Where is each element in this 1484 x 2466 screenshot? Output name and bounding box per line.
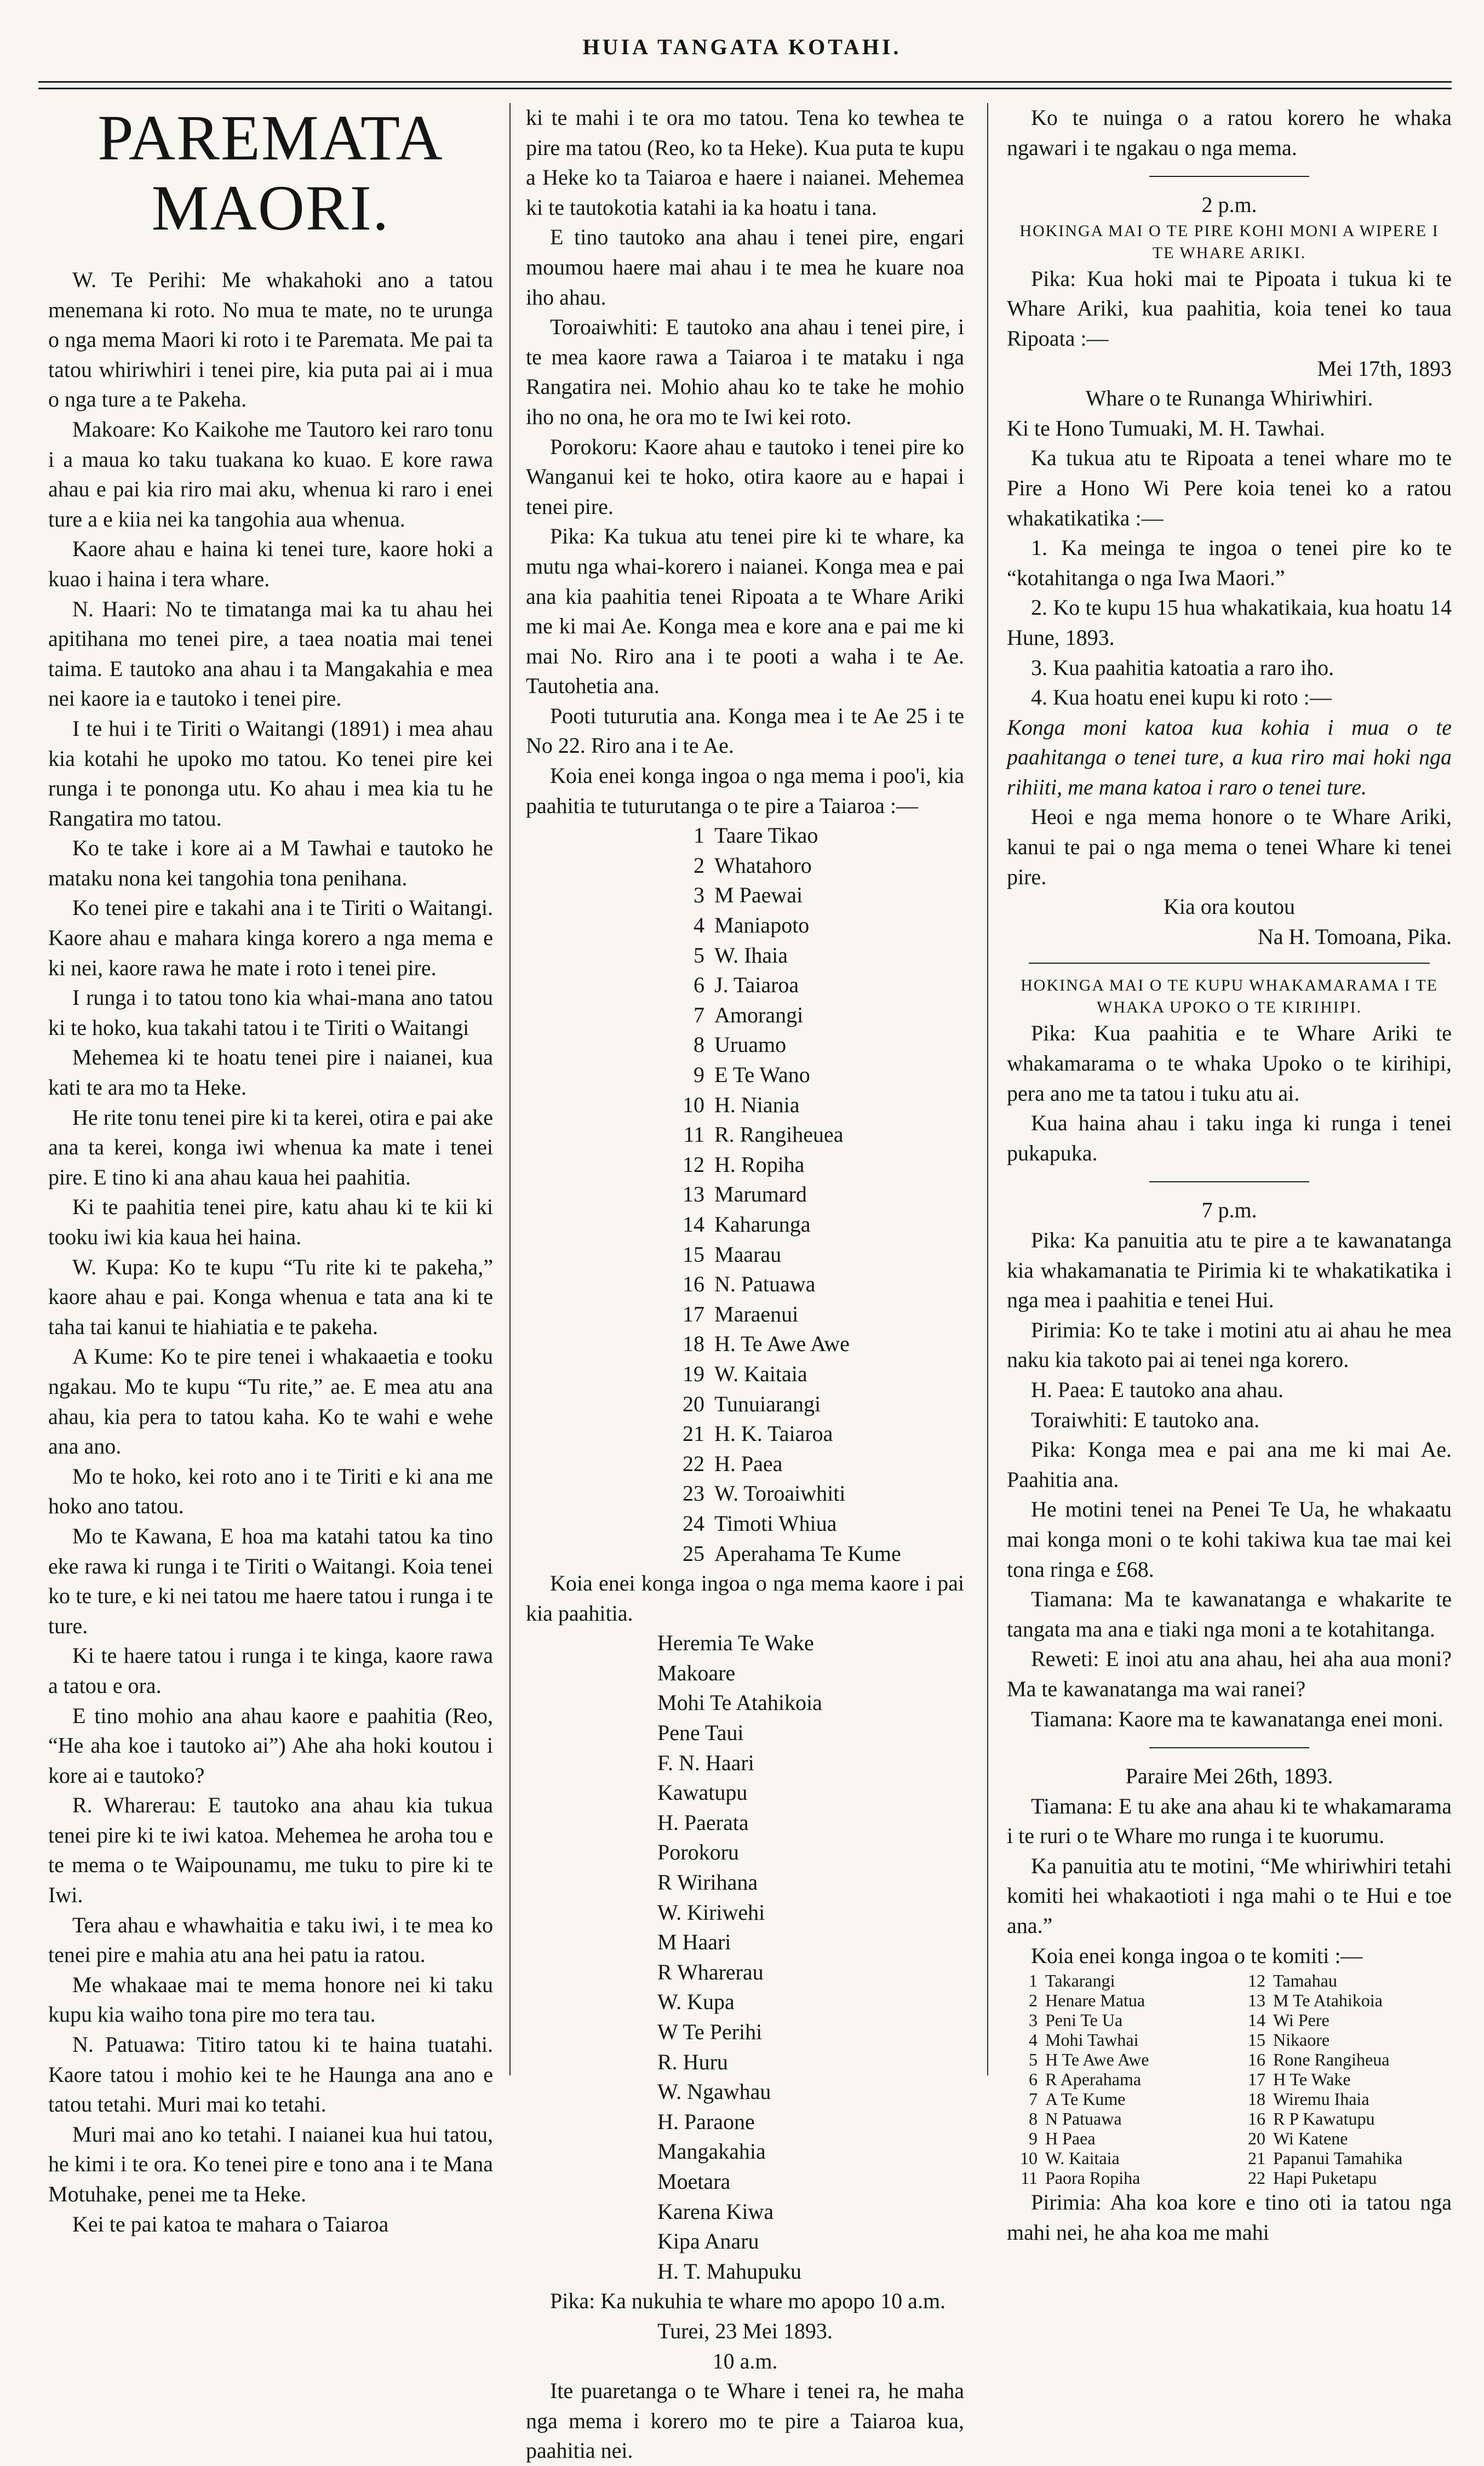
committee-list [1007, 1971, 1452, 2188]
item-name: W. Kaitaia [1045, 2148, 1120, 2169]
paragraph: E tino tautoko ana ahau i tenei pire, engari moumou haere mai ahau i te mea he kuare noa iho ahau. [526, 225, 964, 310]
item-name: R. Rangiheuea [714, 1122, 844, 1147]
item-number: 17 [1248, 2069, 1265, 2090]
list-item [668, 911, 964, 941]
article-heading: PAREMATA MAORI. [98, 102, 444, 244]
list-item [668, 1479, 964, 1509]
list-item [668, 1509, 964, 1539]
item-name: Kaharunga [714, 1211, 811, 1237]
list-item: W. Kiriwehi [657, 1899, 765, 1925]
paragraph: Koia enei konga ingoa o nga mema kaore i pai kia paahitia. [526, 1571, 964, 1626]
paragraph: Ko te nuinga o a ratou korero he whaka ngawari i te ngakau o nga mema. [1007, 105, 1452, 160]
list-item [668, 1269, 964, 1300]
paragraph: Pika: Ka tukua atu tenei pire ki te whare, ka mutu nga whai-korero i naianei. Konga mea e pai ana kia paahitia tenei Ripoata a te Whare Ariki me ki mai Ae. Konga mea e kore ana e pai me ki mai No. Riro ana i te pooti a waha i te Ae. Tautohetia ana. [526, 524, 964, 699]
paragraph: Tiamana: Kaore ma te kawanatanga enei moni. [1031, 1706, 1443, 1731]
item-number: 13 [1248, 1990, 1265, 2011]
item-number: 2 [1029, 1990, 1038, 2011]
list-item [668, 1539, 964, 1569]
time-heading: 7 p.m. [1201, 1198, 1257, 1223]
paragraph: ki te mahi i te ora mo tatou. Tena ko tewhea te pire ma tatou (Reo, ko ta Heke). Kua puta te kupu a Heke ko ta Taiaroa e haere i naianei. Mehemea ki te tautokotia katahi ia ka hoatu i tana. [526, 105, 964, 220]
column-2 [526, 103, 964, 2466]
section-subheading: HOKINGA MAI O TE KUPU WHAKAMARAMA I TE WHAKA UPOKO O TE KIRIHIPI. [1021, 976, 1438, 1017]
italic-clause: Konga moni katoa kua kohia i mua o te paahitanga o tenei ture, a kua riro mai hoki nga rihiiti, me mana katoa i raro o tenei ture. [1007, 714, 1452, 799]
item-number: 1 [1029, 1971, 1038, 1991]
list-item [668, 1300, 964, 1330]
item-number: 22 [1248, 2168, 1265, 2188]
committee-member [1235, 2129, 1452, 2148]
committee-member [1007, 2010, 1224, 2030]
paragraph: Ite puaretanga o te Whare i tenei ra, he maha nga mema i korero mo te pire a Taiaroa kua, paahitia nei. [526, 2378, 964, 2463]
item-number: 8 [1029, 2109, 1038, 2129]
list-item [668, 851, 964, 881]
committee-member [1007, 1971, 1224, 1990]
item-number: 10 [1020, 2148, 1038, 2169]
paragraph: He rite tonu tenei pire ki ta kerei, otira e pai ake ana ta kerei, konga iwi whenua ka mate i tenei pire. E tino ki ana ahau kaua hei paahitia. [48, 1105, 493, 1189]
section-subheading: HOKINGA MAI O TE PIRE KOHI MONI A WIPERE I TE WHARE ARIKI. [1019, 221, 1439, 262]
separator [1149, 176, 1309, 177]
item-name: Peni Te Ua [1045, 2010, 1123, 2030]
item-number: 18 [683, 1331, 704, 1357]
item-name: N. Patuawa [714, 1272, 816, 1297]
item-number: 3 [1029, 2010, 1038, 2030]
item-name: M Paewai [714, 883, 803, 908]
item-name: H. K. Taiaroa [714, 1421, 833, 1446]
list-item [668, 1389, 964, 1420]
page-header-title: HUIA TANGATA KOTAHI. [582, 35, 902, 59]
list-item: F. N. Haari [657, 1750, 754, 1775]
item-name: Tunuiarangi [714, 1391, 821, 1416]
paragraph: Ki te haere tatou i runga i te kinga, kaore rawa a tatou e ora. [48, 1643, 493, 1698]
paragraph: Kua haina ahau i taku inga ki runga i tenei pukapuka. [1007, 1111, 1452, 1165]
paragraph: Ki te paahitia tenei pire, katu ahau ki te kii ki tooku iwi kia kaua hei haina. [48, 1194, 493, 1249]
list-item [668, 941, 964, 971]
date-heading: Paraire Mei 26th, 1893. [1125, 1764, 1333, 1789]
paragraph: Heoi e nga mema honore o te Whare Ariki, kanui te pai o nga mema o tenei Whare ki tenei pire. [1007, 804, 1452, 889]
paragraph: Pooti tuturutia ana. Konga mea i te Ae 25 i te No 22. Riro ana i te Ae. [526, 703, 964, 758]
item-number: 14 [1248, 2010, 1265, 2030]
item-number: 14 [683, 1211, 704, 1237]
item-name: Papanui Tamahika [1273, 2148, 1403, 2169]
item-number: 20 [683, 1391, 704, 1416]
item-number: 6 [694, 972, 704, 998]
letter-date: Mei 17th, 1893 [1317, 356, 1452, 381]
item-name: H Te Awe Awe [1045, 2050, 1149, 2070]
paragraph: Mehemea ki te hoatu tenei pire i naianei, kua kati te ara mo ta Heke. [48, 1045, 493, 1100]
list-item [668, 1240, 964, 1270]
item-number: 4 [1029, 2030, 1038, 2050]
paragraph: I te hui i te Tiriti o Waitangi (1891) i mea ahau kia kotahi he upoko mo tatou. Ko tenei pire kei runga i te pononga utu. Ko ahau i mea kia tu he Rangatira mo tatou. [48, 716, 493, 831]
item-name: Wi Katene [1273, 2129, 1348, 2149]
paragraph: Toraiwhiti: E tautoko ana. [1031, 1407, 1260, 1432]
committee-member [1235, 2168, 1452, 2188]
item-number: 11 [683, 1122, 704, 1147]
item-name: W. Kaitaia [714, 1361, 807, 1386]
paragraph: Ka panuitia atu te motini, “Me whiriwhiri tetahi komiti hei whakaotioti i nga mahi o te Hui e toe ana.” [1007, 1853, 1452, 1938]
item-name: R Aperahama [1045, 2069, 1142, 2090]
paragraph: N. Haari: No te timatanga mai ka tu ahau hei apitihana mo tenei pire, a taea noatia mai tenei taima. E tautoko ana ahau i ta Mangakahia e mea nei kaore ia e tautoko i tenei pire. [48, 596, 493, 711]
item-number: 7 [694, 1002, 704, 1027]
item-name: Tamahau [1273, 1971, 1337, 1991]
closing: Kia ora koutou [1164, 894, 1295, 919]
list-item: Moetara [657, 2169, 731, 2194]
date-heading: Turei, 23 Mei 1893. [657, 2318, 833, 2343]
paragraph: Makoare: Ko Kaikohe me Tautoro kei raro tonu i a maua ko taku tuakana ko kuao. E kore rawa ahau e pai kia riro mai aku, whenua ki raro i enei ture a e kiia nei ka tangohia aua whenua. [48, 416, 493, 531]
committee-member [1007, 2089, 1224, 2109]
item-number: 13 [683, 1182, 704, 1207]
item-name: Maraenui [714, 1301, 799, 1326]
list-item: Kawatupu [657, 1780, 748, 1805]
list-item: Makoare [657, 1660, 736, 1685]
paragraph: W. Te Perihi: Me whakahoki ano a tatou menemana ki roto. No mua te mate, no te urunga o nga mema Maori ki roto i te Paremata. Me pai ta tatou whiriwhiri i tenei pire, kia puta pai ai i mua o nga ture a te Pakeha. [48, 267, 493, 412]
item-name: Wi Pere [1273, 2010, 1330, 2030]
list-item: H. Paraone [657, 2109, 755, 2134]
item-name: Timoti Whiua [714, 1511, 837, 1536]
column-divider-1 [509, 103, 511, 2075]
list-item [668, 1449, 964, 1479]
item-name: Takarangi [1045, 1971, 1115, 1991]
item-number: 10 [683, 1092, 704, 1117]
list-item [668, 821, 964, 851]
item-name: R P Kawatupu [1273, 2109, 1375, 2129]
item-name: Wiremu Ihaia [1273, 2089, 1370, 2109]
item-name: Marumard [714, 1182, 807, 1207]
committee-member [1235, 2089, 1452, 2109]
separator [1149, 1747, 1309, 1748]
list-item: H. T. Mahupuku [657, 2258, 801, 2284]
paragraph: Toroaiwhiti: E tautoko ana ahau i tenei pire, i te mea kaore rawa a Taiaroa i te mataku i nga Rangatira nei. Mohio ahau ko te take he mohio iho no ona, he ora mo te Iwi kei roto. [526, 314, 964, 429]
item-number: 16 [1248, 2050, 1265, 2070]
paragraph: Mo te Kawana, E hoa ma katahi tatou ka tino eke rawa ki runga i te Tiriti o Waitangi. Koia tenei ko te ture, e ki nei tatou me haere tatou i runga i te ture. [48, 1523, 493, 1638]
item-number: 5 [1029, 2050, 1038, 2070]
paragraph: Koia enei konga ingoa o te komiti :— [1031, 1943, 1363, 1968]
item-number: 23 [683, 1481, 704, 1506]
committee-member [1235, 2109, 1452, 2129]
list-item [668, 1359, 964, 1389]
item-name: W. Toroaiwhiti [714, 1481, 846, 1506]
item-name: Uruamo [714, 1032, 787, 1057]
item-name: Maniapoto [714, 913, 810, 938]
committee-member [1007, 2148, 1224, 2168]
header-rule-top [38, 81, 1452, 83]
item-name: H. Te Awe Awe [714, 1331, 850, 1357]
item-name: Hapi Puketapu [1273, 2168, 1377, 2188]
item-name: N Patuawa [1045, 2109, 1122, 2129]
paragraph: Mo te hoko, kei roto ano i te Tiriti e ki ana me hoko ano tatou. [48, 1463, 493, 1519]
item-name: H. Paea [714, 1451, 783, 1476]
committee-member [1007, 2069, 1224, 2089]
list-item [668, 1180, 964, 1210]
paragraph: N. Patuawa: Titiro tatou ki te haina tuatahi. Kaore tatou i mohio kei te he Haunga ana ano e tatou tetahi. Muri mai ko tetahi. [48, 2032, 493, 2117]
list-item: Mohi Te Atahikoia [657, 1690, 822, 1715]
committee-member [1235, 2030, 1452, 2050]
item-name: A Te Kume [1045, 2089, 1126, 2109]
paragraph: Pirimia: Aha koa kore e tino oti ia tatou nga mahi nei, he aha koa me mahi [1007, 2190, 1452, 2245]
item-name: Aperahama Te Kume [714, 1541, 901, 1566]
item-name: Nikaore [1273, 2030, 1330, 2050]
committee-member [1007, 1990, 1224, 2010]
item-number: 4 [694, 913, 704, 938]
item-name: Whatahoro [714, 852, 812, 878]
list-item: W Te Perihi [657, 2019, 763, 2044]
ae-vote-list [526, 821, 964, 1569]
letter-address: Whare o te Runanga Whiriwhiri. [1085, 386, 1373, 411]
separator [1029, 963, 1430, 964]
list-item: W. Kupa [657, 1989, 735, 2015]
item-number: 8 [694, 1032, 704, 1057]
no-vote-list [526, 1628, 964, 2286]
column-divider-2 [987, 103, 988, 2075]
list-item: 2. Ko te kupu 15 hua whakatikaia, kua hoatu 14 Hune, 1893. [1007, 595, 1452, 650]
letter-address: Ki te Hono Tumuaki, M. H. Tawhai. [1007, 415, 1325, 440]
paragraph: Kei te pai katoa te mahara o Taiaroa [72, 2211, 389, 2236]
list-item: R Wharerau [657, 1959, 764, 1984]
item-name: Taare Tikao [714, 823, 818, 848]
paragraph: H. Paea: E tautoko ana ahau. [1031, 1377, 1284, 1402]
committee-member [1235, 2010, 1452, 2030]
list-item [668, 1090, 964, 1120]
column-3 [1007, 103, 1452, 2247]
item-name: H Te Wake [1273, 2069, 1351, 2090]
column-1 [48, 103, 493, 2239]
item-number: 7 [1029, 2089, 1038, 2109]
committee-member [1235, 1971, 1452, 1990]
list-item: H. Paerata [657, 1810, 749, 1835]
paragraph: Pika: Ka panuitia atu te pire a te kawanatanga kia whakamanatia te Pirimia ki te whakatikatika i nga mea i paahitia e tenei Hui. [1007, 1228, 1452, 1313]
paragraph: Pika: Ka nukuhia te whare mo apopo 10 a.m. [550, 2288, 946, 2314]
paragraph: Tiamana: E tu ake ana ahau ki te whakamarama i te ruri o te Whare mo runga i te kuorumu. [1007, 1793, 1452, 1849]
item-name: Amorangi [714, 1002, 804, 1027]
item-number: 12 [1248, 1971, 1265, 1991]
item-name: H. Niania [714, 1092, 800, 1117]
committee-member [1007, 2168, 1224, 2188]
item-number: 15 [1248, 2030, 1265, 2050]
list-item: 4. Kua hoatu enei kupu ki roto :— [1031, 685, 1332, 710]
item-number: 9 [1029, 2129, 1038, 2149]
list-item: W. Ngawhau [657, 2079, 771, 2104]
item-name: Mohi Tawhai [1045, 2030, 1139, 2050]
signature: Na H. Tomoana, Pika. [1257, 924, 1452, 949]
list-item: Porokoru [657, 1840, 739, 1865]
item-number: 9 [694, 1062, 704, 1087]
item-number: 21 [1248, 2148, 1265, 2169]
paragraph: Pika: Kua paahitia e te Whare Ariki te whakamarama o te whaka Upoko o te kirihipi, pera ano me ta tatou i tuku atu ai. [1007, 1021, 1452, 1106]
list-item: 3. Kua paahitia katoatia a raro iho. [1031, 655, 1334, 680]
item-name: Rone Rangiheua [1273, 2050, 1390, 2070]
time-heading: 10 a.m. [712, 2348, 778, 2373]
paragraph: Me whakaae mai te mema honore nei ki taku kupu kia waiho tona pire mo tera tau. [48, 1972, 493, 2027]
item-name: M Te Atahikoia [1273, 1990, 1383, 2011]
paragraph: Porokoru: Kaore ahau e tautoko i tenei pire ko Wanganui kei te hoko, otira kaore au e hapai i tenei pire. [526, 434, 964, 519]
paragraph: Pirimia: Ko te take i motini atu ai ahau he mea naku kia takoto pai ai tenei nga korero. [1007, 1317, 1452, 1372]
list-item: Pene Taui [657, 1720, 744, 1746]
item-number: 17 [683, 1301, 704, 1326]
item-number: 16 [1248, 2109, 1265, 2129]
list-item: R. Huru [657, 2049, 728, 2074]
list-item [668, 970, 964, 1000]
list-item: Mangakahia [657, 2139, 766, 2164]
list-item: 1. Ka meinga te ingoa o tenei pire ko te “kotahitanga o nga Iwa Maori.” [1007, 535, 1452, 590]
list-item: R Wirihana [657, 1870, 758, 1895]
committee-member [1007, 2030, 1224, 2050]
paragraph: R. Wharerau: E tautoko ana ahau kia tukua tenei pire ki te iwi katoa. Mehemea he aroha tou e te mema o te Waipounamu, me tuku to pire ki te Iwi. [48, 1793, 493, 1908]
paragraph: Ko tenei pire e takahi ana i te Tiriti o Waitangi. Kaore ahau e mahara kinga korero a nga mema e ki nei, kaore rawa he mate i roto i tenei pire. [48, 895, 493, 980]
committee-member [1007, 2129, 1224, 2148]
item-number: 1 [694, 823, 704, 848]
time-heading: 2 p.m. [1201, 192, 1257, 218]
item-name: J. Taiaroa [714, 972, 799, 998]
paragraph: I runga i to tatou tono kia whai-mana ano tatou ki te hoko, kua takahi tatou i te Tiriti o Waitangi [48, 985, 493, 1040]
paragraph: Ka tukua atu te Ripoata a tenei whare mo te Pire a Hono Wi Pere koia tenei ko a ratou whakatikatika :— [1007, 445, 1452, 530]
item-number: 15 [683, 1241, 704, 1267]
list-item: M Haari [657, 1930, 731, 1955]
list-item: Heremia Te Wake [657, 1630, 814, 1656]
paragraph: He motini tenei na Penei Te Ua, he whakaatu mai konga moni o te kohi takiwa kua tae mai kei tona ringa e £68. [1007, 1497, 1452, 1582]
committee-member [1235, 1990, 1452, 2010]
list-item: Karena Kiwa [657, 2199, 774, 2224]
item-number: 6 [1029, 2069, 1038, 2090]
item-number: 25 [683, 1541, 704, 1566]
item-name: H. Ropiha [714, 1152, 805, 1177]
item-number: 20 [1248, 2129, 1265, 2149]
item-number: 11 [1021, 2168, 1038, 2188]
paragraph: Muri mai ano ko tetahi. I naianei kua hui tatou, he kimi i te ora. Ko tenei pire e tono ana i te Mana Motuhake, penei me ta Heke. [48, 2121, 493, 2206]
committee-member [1007, 2109, 1224, 2129]
paragraph: Pika: Kua hoki mai te Pipoata i tukua ki te Whare Ariki, kua paahitia, koia tenei ko taua Ripoata :— [1007, 266, 1452, 351]
item-name: Henare Matua [1045, 1990, 1145, 2011]
list-item [668, 1419, 964, 1449]
item-number: 21 [683, 1421, 704, 1446]
committee-member [1007, 2050, 1224, 2069]
paragraph: Pika: Konga mea e pai ana me ki mai Ae. Paahitia ana. [1007, 1437, 1452, 1492]
list-item [668, 1060, 964, 1090]
paragraph: A Kume: Ko te pire tenei i whakaaetia e tooku ngakau. Mo te kupu “Tu rite,” ae. E mea atu ana ahau, kia pera to tatou kaha. Ko te wahi e wehe ana ano. [48, 1344, 493, 1459]
list-item [668, 1150, 964, 1180]
committee-member [1235, 2148, 1452, 2168]
item-number: 22 [683, 1451, 704, 1476]
item-number: 3 [694, 883, 704, 908]
list-item [668, 1329, 964, 1359]
committee-member [1235, 2069, 1452, 2089]
item-name: Maarau [714, 1241, 782, 1267]
paragraph: Tera ahau e whawhaitia e taku iwi, i te mea ko tenei pire e mahia atu ana hei patu ia ratou. [48, 1912, 493, 1967]
committee-list-right [1235, 1971, 1452, 2188]
paragraph: W. Kupa: Ko te kupu “Tu rite ki te pakeha,” kaore ahau e pai. Konga whenua e tata ana ki te taha tai kanui te hiahiatia e te pakeha. [48, 1254, 493, 1339]
list-item [668, 1210, 964, 1240]
paragraph: E tino mohio ana ahau kaore e paahitia (Reo, “He aha koe i tautoko ai”) Ahe aha hoki koutou i kore ai e tautoko? [48, 1703, 493, 1788]
committee-member [1235, 2050, 1452, 2069]
item-name: H Paea [1045, 2129, 1096, 2149]
list-item [668, 880, 964, 911]
paragraph: Tiamana: Ma te kawanatanga e whakarite te tangata ma ana e tiaki nga moni a te kotahitanga. [1007, 1587, 1452, 1641]
item-number: 24 [683, 1511, 704, 1536]
separator [1149, 1181, 1309, 1182]
item-number: 5 [694, 942, 704, 968]
item-number: 16 [683, 1272, 704, 1297]
item-name: E Te Wano [714, 1062, 810, 1087]
list-item [668, 1030, 964, 1060]
item-number: 12 [683, 1152, 704, 1177]
header-rule-bottom [38, 88, 1452, 89]
paragraph: Reweti: E inoi atu ana ahau, hei aha aua moni? Ma te kawanatanga ma wai ranei? [1007, 1646, 1452, 1701]
list-item [668, 1000, 964, 1031]
list-item [668, 1120, 964, 1150]
item-name: W. Ihaia [714, 942, 788, 968]
item-number: 2 [694, 852, 704, 878]
item-name: Paora Ropiha [1045, 2168, 1141, 2188]
item-number: 19 [683, 1361, 704, 1386]
item-number: 18 [1248, 2089, 1265, 2109]
committee-list-left [1007, 1971, 1224, 2188]
paragraph: Kaore ahau e haina ki tenei ture, kaore hoki a kuao i haina i tera whare. [48, 536, 493, 591]
paragraph: Ko te take i kore ai a M Tawhai e tautoko he mataku nona kei tangohia tona penihana. [48, 836, 493, 890]
paragraph: Koia enei konga ingoa o nga mema i poo'i, kia paahitia te tuturutanga o te pire a Taiaroa :— [526, 763, 964, 818]
list-item: Kipa Anaru [657, 2229, 759, 2254]
